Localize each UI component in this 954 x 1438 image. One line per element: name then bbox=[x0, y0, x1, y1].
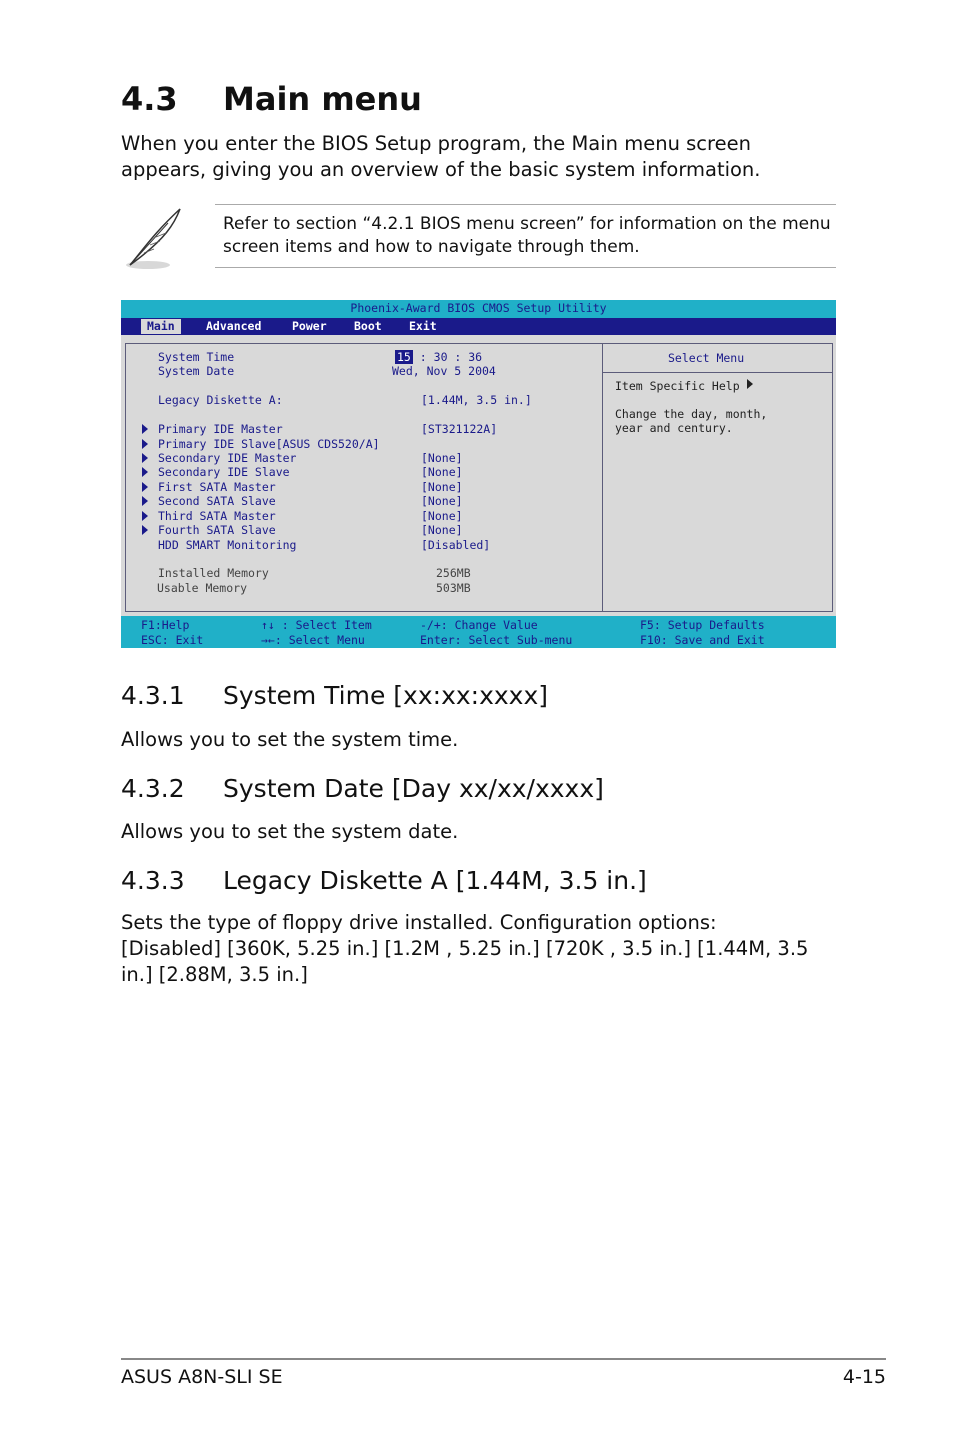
subsection-heading: 4.3.2 System Date [Day xx/xx/xxxx] bbox=[121, 774, 604, 803]
submenu-item-value: [None] bbox=[421, 465, 463, 479]
help-panel-title: Select Menu bbox=[668, 351, 745, 365]
submenu-item[interactable]: Third SATA Master bbox=[158, 509, 276, 523]
submenu-arrow-icon bbox=[142, 453, 148, 463]
submenu-arrow-icon bbox=[142, 525, 148, 535]
tab-exit[interactable]: Exit bbox=[409, 319, 437, 333]
footer-product-name: ASUS A8N-SLI SE bbox=[121, 1366, 283, 1388]
system-date-label[interactable]: System Date bbox=[158, 364, 235, 378]
bios-title: Phoenix-Award BIOS CMOS Setup Utility bbox=[121, 300, 836, 318]
system-time-value[interactable] bbox=[395, 350, 482, 364]
submenu-item-value: [None] bbox=[421, 480, 463, 494]
submenu-arrow-icon bbox=[142, 467, 148, 477]
submenu-arrow-icon bbox=[142, 482, 148, 492]
system-date-value[interactable]: Wed, Nov 5 2004 bbox=[392, 364, 496, 378]
footer-select-menu: →←: Select Menu bbox=[261, 633, 365, 647]
submenu-item[interactable]: Secondary IDE Slave bbox=[158, 465, 290, 479]
footer-setup-defaults: F5: Setup Defaults bbox=[640, 618, 765, 632]
submenu-item[interactable]: Primary IDE Master bbox=[158, 422, 283, 436]
bios-help-divider bbox=[603, 372, 832, 373]
item-specific-help: Item Specific Help bbox=[615, 379, 740, 393]
subsection-body: Allows you to set the system time. bbox=[121, 728, 459, 751]
submenu-item[interactable]: First SATA Master bbox=[158, 480, 276, 494]
help-desc-line1: Change the day, month, bbox=[615, 407, 768, 421]
submenu-item-value: [None] bbox=[421, 451, 463, 465]
submenu-arrow-icon bbox=[142, 439, 148, 449]
tab-power[interactable]: Power bbox=[292, 319, 327, 333]
bios-menubar bbox=[121, 318, 836, 335]
legacy-diskette-label[interactable]: Legacy Diskette A: bbox=[158, 393, 283, 407]
time-cursor[interactable]: 15 bbox=[397, 350, 411, 364]
system-time-label[interactable]: System Time bbox=[158, 350, 235, 364]
footer-f1-help: F1:Help bbox=[141, 618, 190, 632]
submenu-item[interactable]: Second SATA Slave bbox=[158, 494, 276, 508]
usable-memory-label: Usable Memory bbox=[157, 581, 248, 595]
bios-screen bbox=[121, 300, 836, 648]
subsection-heading: 4.3.1 System Time [xx:xx:xxxx] bbox=[121, 681, 549, 710]
submenu-item[interactable]: Secondary IDE Master bbox=[158, 451, 297, 465]
subsection-body: Sets the type of floppy drive installed. Configuration options: [Disabled] [360K, 5.25 in.] [1.2M , 5.25 in.] [720K , 3.5 in.] [1.44M, 3.5 in.] [2.88M, 3.5 in.] bbox=[121, 911, 809, 986]
footer-esc-exit: ESC: Exit bbox=[141, 633, 204, 647]
tab-boot[interactable]: Boot bbox=[354, 319, 382, 333]
installed-memory-value: 256MB bbox=[436, 566, 471, 580]
footer-save-exit: F10: Save and Exit bbox=[640, 633, 765, 647]
note-text: Refer to section “4.2.1 BIOS menu screen” for information on the menu screen items and how to navigate through them. bbox=[223, 214, 831, 257]
time-rest: : 30 : 36 bbox=[419, 350, 483, 364]
installed-memory-label: Installed Memory bbox=[158, 566, 269, 580]
intro-paragraph: When you enter the BIOS Setup program, the Main menu screen appears, giving you an overview of the basic system information. bbox=[121, 132, 761, 181]
legacy-diskette-value[interactable]: [1.44M, 3.5 in.] bbox=[421, 393, 532, 407]
note-feather-icon bbox=[124, 203, 184, 271]
footer-select-submenu: Enter: Select Sub-menu bbox=[420, 633, 573, 647]
submenu-arrow-icon bbox=[142, 496, 148, 506]
submenu-item[interactable]: Primary IDE Slave[ASUS CDS520/A] bbox=[158, 437, 380, 451]
footer-rule bbox=[121, 1358, 886, 1360]
usable-memory-value: 503MB bbox=[436, 581, 471, 595]
bios-footer bbox=[121, 616, 836, 648]
subsection-heading: 4.3.3 Legacy Diskette A [1.44M, 3.5 in.] bbox=[121, 866, 647, 895]
submenu-arrow-icon bbox=[142, 511, 148, 521]
footer-change-value: -/+: Change Value bbox=[420, 618, 538, 632]
help-desc-line2: year and century. bbox=[615, 421, 733, 435]
hdd-smart-label[interactable]: HDD SMART Monitoring bbox=[158, 538, 297, 552]
tab-main[interactable]: Main bbox=[141, 319, 181, 334]
footer-page-number: 4-15 bbox=[842, 1366, 886, 1388]
submenu-item-value: [None] bbox=[421, 509, 463, 523]
submenu-item-value: [ST321122A] bbox=[421, 422, 498, 436]
submenu-item[interactable]: Fourth SATA Slave bbox=[158, 523, 276, 537]
submenu-item-value: [None] bbox=[421, 494, 463, 508]
section-heading: 4.3 Main menu bbox=[121, 80, 422, 118]
hdd-smart-value[interactable]: [Disabled] bbox=[421, 538, 491, 552]
note-rule-top bbox=[215, 204, 836, 205]
submenu-item-value: [None] bbox=[421, 523, 463, 537]
subsection-body: Allows you to set the system date. bbox=[121, 820, 459, 843]
help-arrow-icon bbox=[747, 379, 753, 389]
footer-select-item: ↑↓ : Select Item bbox=[261, 618, 372, 632]
note-rule-bottom bbox=[215, 267, 836, 268]
tab-advanced[interactable]: Advanced bbox=[206, 319, 262, 333]
submenu-arrow-icon bbox=[142, 424, 148, 434]
